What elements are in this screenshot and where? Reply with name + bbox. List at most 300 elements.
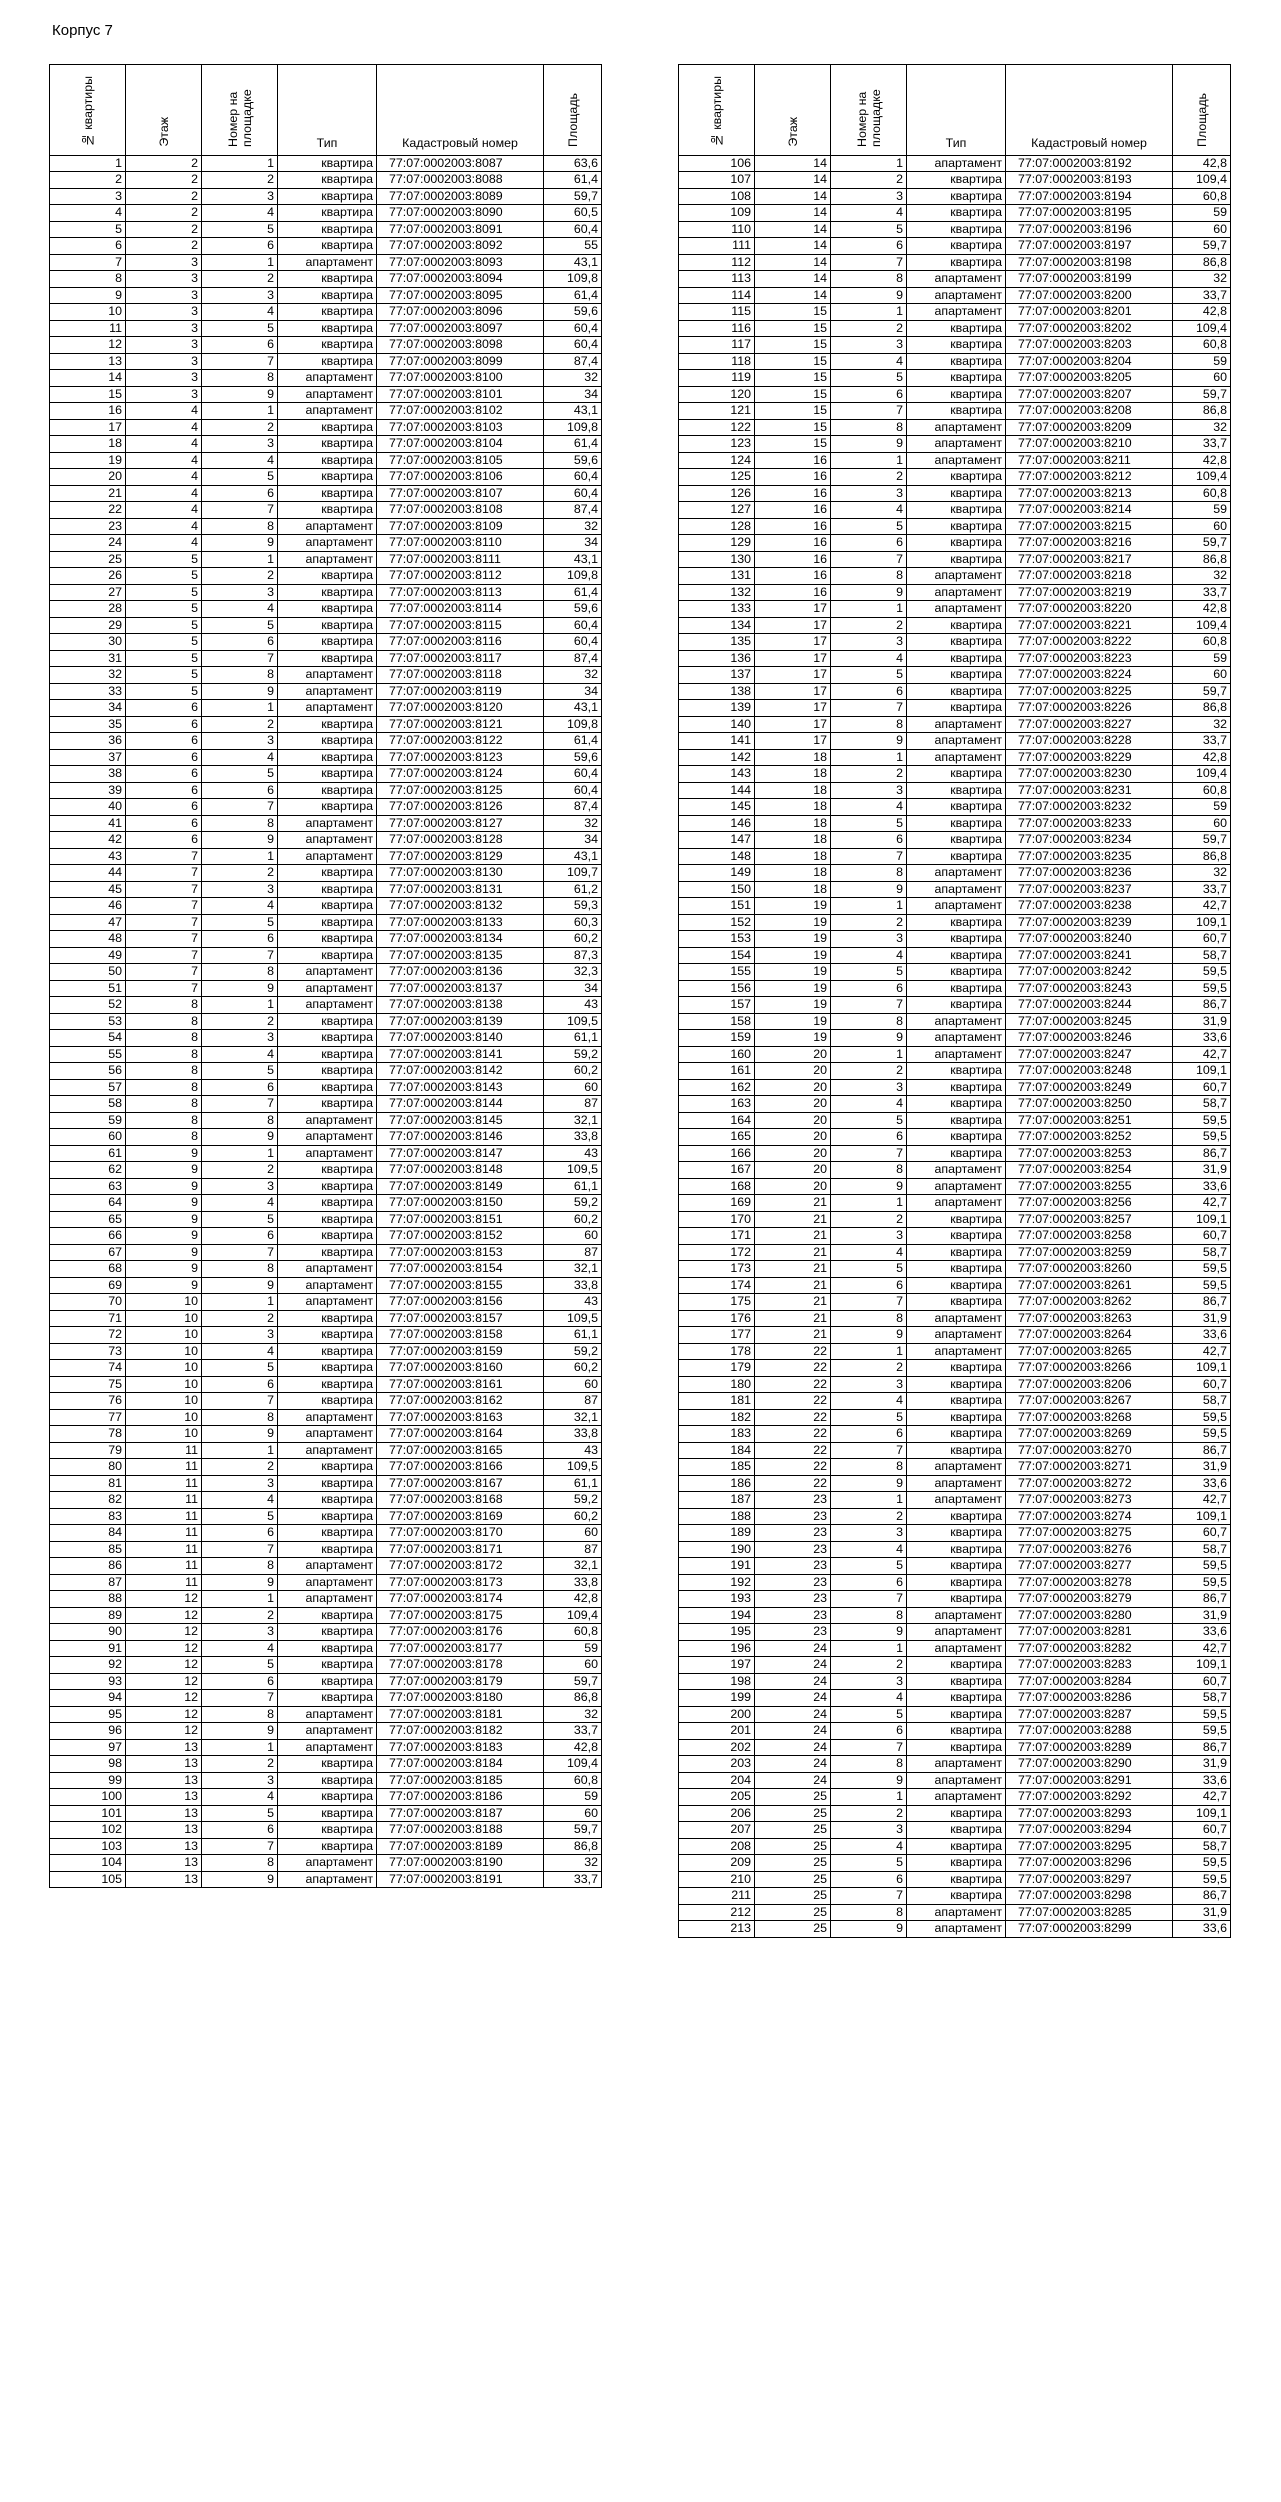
cell-floor: 15 [755, 436, 831, 453]
cell-cadastral-number: 77:07:0002003:8178 [377, 1657, 544, 1674]
cell-area: 32 [1173, 419, 1231, 436]
cell-type: апартамент [278, 1145, 377, 1162]
cell-floor: 5 [126, 568, 202, 585]
table-row [679, 667, 1231, 684]
cell-apartment-number: 152 [679, 914, 755, 931]
cell-cadastral-number: 77:07:0002003:8127 [377, 815, 544, 832]
cell-area: 60,7 [1173, 1673, 1231, 1690]
cell-cadastral-number: 77:07:0002003:8284 [1006, 1673, 1173, 1690]
cell-area: 43,1 [544, 700, 602, 717]
cell-type: квартира [278, 469, 377, 486]
cell-apartment-number: 58 [50, 1096, 126, 1113]
cell-floor: 8 [126, 1129, 202, 1146]
table-row [679, 1030, 1231, 1047]
cell-area: 33,7 [544, 1723, 602, 1740]
cell-site-number: 9 [202, 386, 278, 403]
table-row [679, 1904, 1231, 1921]
cell-cadastral-number: 77:07:0002003:8093 [377, 254, 544, 271]
cell-apartment-number: 159 [679, 1030, 755, 1047]
cell-site-number: 5 [831, 1112, 907, 1129]
cell-type: квартира [907, 551, 1006, 568]
cell-area: 86,7 [1173, 1145, 1231, 1162]
cell-cadastral-number: 77:07:0002003:8107 [377, 485, 544, 502]
cell-area: 87 [544, 1244, 602, 1261]
cell-type: квартира [278, 1525, 377, 1542]
cell-apartment-number: 178 [679, 1343, 755, 1360]
cell-apartment-number: 161 [679, 1063, 755, 1080]
cell-cadastral-number: 77:07:0002003:8258 [1006, 1228, 1173, 1245]
cell-site-number: 3 [831, 1079, 907, 1096]
cell-floor: 2 [126, 188, 202, 205]
cell-cadastral-number: 77:07:0002003:8237 [1006, 881, 1173, 898]
cell-cadastral-number: 77:07:0002003:8287 [1006, 1706, 1173, 1723]
cell-type: квартира [278, 898, 377, 915]
cell-floor: 3 [126, 271, 202, 288]
cell-site-number: 2 [202, 1013, 278, 1030]
cell-apartment-number: 156 [679, 980, 755, 997]
cell-site-number: 8 [831, 568, 907, 585]
table-row [50, 452, 602, 469]
cell-area: 33,6 [1173, 1921, 1231, 1938]
table-row [679, 782, 1231, 799]
cell-type: квартира [907, 1723, 1006, 1740]
cell-area: 87 [544, 1393, 602, 1410]
cell-apartment-number: 164 [679, 1112, 755, 1129]
table-row [679, 1112, 1231, 1129]
cell-floor: 17 [755, 634, 831, 651]
cell-type: квартира [907, 1376, 1006, 1393]
cell-cadastral-number: 77:07:0002003:8105 [377, 452, 544, 469]
cell-floor: 9 [126, 1244, 202, 1261]
cell-type: апартамент [278, 997, 377, 1014]
cell-apartment-number: 50 [50, 964, 126, 981]
cell-type: апартамент [907, 1789, 1006, 1806]
cell-floor: 24 [755, 1690, 831, 1707]
cell-site-number: 5 [202, 766, 278, 783]
cell-type: апартамент [278, 403, 377, 420]
cell-type: квартира [278, 766, 377, 783]
cell-floor: 2 [126, 205, 202, 222]
cell-area: 58,7 [1173, 1541, 1231, 1558]
cell-cadastral-number: 77:07:0002003:8197 [1006, 238, 1173, 255]
cell-floor: 15 [755, 337, 831, 354]
table-row [50, 370, 602, 387]
header-cadastral-number: Кадастровый номер [377, 65, 544, 156]
cell-area: 42,8 [1173, 601, 1231, 618]
cell-site-number: 6 [831, 238, 907, 255]
cell-site-number: 3 [831, 188, 907, 205]
cell-apartment-number: 101 [50, 1805, 126, 1822]
cell-cadastral-number: 77:07:0002003:8195 [1006, 205, 1173, 222]
cell-apartment-number: 40 [50, 799, 126, 816]
cell-type: квартира [278, 1657, 377, 1674]
cell-floor: 13 [126, 1871, 202, 1888]
cell-area: 59,6 [544, 304, 602, 321]
cell-area: 87,4 [544, 502, 602, 519]
cell-cadastral-number: 77:07:0002003:8261 [1006, 1277, 1173, 1294]
cell-type: квартира [907, 1888, 1006, 1905]
cell-type: квартира [278, 1459, 377, 1476]
cell-apartment-number: 126 [679, 485, 755, 502]
cell-type: апартамент [907, 1030, 1006, 1047]
table-row [679, 1063, 1231, 1080]
cell-area: 60,2 [544, 1063, 602, 1080]
cell-apartment-number: 139 [679, 700, 755, 717]
cell-cadastral-number: 77:07:0002003:8098 [377, 337, 544, 354]
cell-site-number: 7 [202, 353, 278, 370]
table-row [50, 700, 602, 717]
cell-cadastral-number: 77:07:0002003:8190 [377, 1855, 544, 1872]
cell-cadastral-number: 77:07:0002003:8241 [1006, 947, 1173, 964]
cell-cadastral-number: 77:07:0002003:8165 [377, 1442, 544, 1459]
cell-floor: 14 [755, 172, 831, 189]
cell-site-number: 4 [202, 205, 278, 222]
cell-site-number: 3 [202, 881, 278, 898]
cell-site-number: 7 [202, 1690, 278, 1707]
table-row [679, 865, 1231, 882]
cell-apartment-number: 130 [679, 551, 755, 568]
cell-type: апартамент [907, 1607, 1006, 1624]
cell-cadastral-number: 77:07:0002003:8118 [377, 667, 544, 684]
table-row [50, 386, 602, 403]
cell-apartment-number: 1 [50, 155, 126, 172]
table-row [679, 1211, 1231, 1228]
cell-cadastral-number: 77:07:0002003:8206 [1006, 1376, 1173, 1393]
cell-cadastral-number: 77:07:0002003:8259 [1006, 1244, 1173, 1261]
table-row [679, 1871, 1231, 1888]
cell-site-number: 3 [202, 1178, 278, 1195]
cell-site-number: 1 [202, 1442, 278, 1459]
cell-cadastral-number: 77:07:0002003:8243 [1006, 980, 1173, 997]
cell-apartment-number: 36 [50, 733, 126, 750]
cell-floor: 19 [755, 980, 831, 997]
cell-apartment-number: 55 [50, 1046, 126, 1063]
cell-area: 60,4 [544, 337, 602, 354]
cell-site-number: 1 [202, 1739, 278, 1756]
cell-floor: 6 [126, 749, 202, 766]
cell-area: 86,7 [1173, 1888, 1231, 1905]
cell-type: апартамент [278, 964, 377, 981]
cell-site-number: 6 [202, 1228, 278, 1245]
table-row [679, 1178, 1231, 1195]
cell-apartment-number: 132 [679, 584, 755, 601]
cell-type: квартира [278, 1228, 377, 1245]
cell-cadastral-number: 77:07:0002003:8264 [1006, 1327, 1173, 1344]
cell-area: 42,7 [1173, 1640, 1231, 1657]
cell-area: 59,3 [544, 898, 602, 915]
cell-cadastral-number: 77:07:0002003:8121 [377, 716, 544, 733]
cell-cadastral-number: 77:07:0002003:8263 [1006, 1310, 1173, 1327]
cell-floor: 2 [126, 221, 202, 238]
cell-area: 33,7 [1173, 733, 1231, 750]
cell-area: 59,6 [544, 749, 602, 766]
cell-apartment-number: 168 [679, 1178, 755, 1195]
cell-area: 109,8 [544, 568, 602, 585]
cell-type: апартамент [907, 1756, 1006, 1773]
table-row [679, 634, 1231, 651]
cell-site-number: 1 [831, 1046, 907, 1063]
cell-cadastral-number: 77:07:0002003:8172 [377, 1558, 544, 1575]
cell-floor: 6 [126, 700, 202, 717]
cell-area: 61,2 [544, 881, 602, 898]
cell-floor: 4 [126, 403, 202, 420]
cell-floor: 21 [755, 1195, 831, 1212]
cell-cadastral-number: 77:07:0002003:8251 [1006, 1112, 1173, 1129]
table-body-right [679, 155, 1231, 1937]
cell-apartment-number: 62 [50, 1162, 126, 1179]
cell-site-number: 3 [831, 931, 907, 948]
table-row [50, 1195, 602, 1212]
cell-cadastral-number: 77:07:0002003:8133 [377, 914, 544, 931]
table-row [50, 1343, 602, 1360]
cell-apartment-number: 134 [679, 617, 755, 634]
cell-site-number: 8 [831, 716, 907, 733]
table-row [679, 898, 1231, 915]
table-row [50, 815, 602, 832]
cell-floor: 23 [755, 1591, 831, 1608]
cell-area: 61,4 [544, 733, 602, 750]
cell-cadastral-number: 77:07:0002003:8285 [1006, 1904, 1173, 1921]
cell-type: квартира [907, 700, 1006, 717]
table-row [50, 1459, 602, 1476]
cell-cadastral-number: 77:07:0002003:8196 [1006, 221, 1173, 238]
cell-apartment-number: 44 [50, 865, 126, 882]
cell-cadastral-number: 77:07:0002003:8143 [377, 1079, 544, 1096]
cell-apartment-number: 172 [679, 1244, 755, 1261]
cell-apartment-number: 158 [679, 1013, 755, 1030]
table-row [679, 1294, 1231, 1311]
cell-cadastral-number: 77:07:0002003:8102 [377, 403, 544, 420]
cell-floor: 12 [126, 1607, 202, 1624]
cell-apartment-number: 112 [679, 254, 755, 271]
cell-cadastral-number: 77:07:0002003:8183 [377, 1739, 544, 1756]
cell-site-number: 6 [202, 782, 278, 799]
cell-floor: 20 [755, 1145, 831, 1162]
table-row [679, 386, 1231, 403]
cell-type: квартира [907, 535, 1006, 552]
cell-cadastral-number: 77:07:0002003:8153 [377, 1244, 544, 1261]
cell-type: апартамент [278, 667, 377, 684]
cell-apartment-number: 166 [679, 1145, 755, 1162]
cell-area: 60,4 [544, 320, 602, 337]
cell-site-number: 2 [202, 1607, 278, 1624]
cell-floor: 25 [755, 1855, 831, 1872]
cell-site-number: 3 [831, 1376, 907, 1393]
table-row [679, 1723, 1231, 1740]
cell-site-number: 4 [831, 1838, 907, 1855]
cell-type: апартамент [907, 436, 1006, 453]
cell-area: 32,3 [544, 964, 602, 981]
cell-area: 87,4 [544, 650, 602, 667]
cell-apartment-number: 10 [50, 304, 126, 321]
cell-floor: 21 [755, 1294, 831, 1311]
cell-apartment-number: 34 [50, 700, 126, 717]
cell-apartment-number: 210 [679, 1871, 755, 1888]
cell-type: квартира [907, 188, 1006, 205]
cell-cadastral-number: 77:07:0002003:8100 [377, 370, 544, 387]
cell-cadastral-number: 77:07:0002003:8184 [377, 1756, 544, 1773]
cell-site-number: 5 [202, 221, 278, 238]
table-row [50, 1129, 602, 1146]
table-row [50, 1409, 602, 1426]
table-row [679, 1475, 1231, 1492]
cell-cadastral-number: 77:07:0002003:8166 [377, 1459, 544, 1476]
table-row [50, 1277, 602, 1294]
cell-type: апартамент [907, 1178, 1006, 1195]
cell-area: 109,4 [1173, 617, 1231, 634]
cell-site-number: 1 [831, 452, 907, 469]
cell-area: 32 [544, 1855, 602, 1872]
cell-apartment-number: 75 [50, 1376, 126, 1393]
cell-site-number: 5 [202, 320, 278, 337]
cell-type: квартира [907, 1525, 1006, 1542]
cell-area: 59,5 [1173, 1409, 1231, 1426]
cell-site-number: 7 [831, 1294, 907, 1311]
cell-floor: 3 [126, 320, 202, 337]
table-row [679, 518, 1231, 535]
cell-floor: 18 [755, 848, 831, 865]
cell-area: 60,3 [544, 914, 602, 931]
table-row [50, 155, 602, 172]
cell-apartment-number: 43 [50, 848, 126, 865]
cell-area: 59,7 [544, 1673, 602, 1690]
table-row [50, 832, 602, 849]
cell-area: 109,8 [544, 271, 602, 288]
cell-floor: 6 [126, 733, 202, 750]
table-row [50, 865, 602, 882]
table-row [50, 1657, 602, 1674]
cell-site-number: 8 [831, 865, 907, 882]
table-row [50, 502, 602, 519]
cell-floor: 21 [755, 1211, 831, 1228]
cell-area: 86,8 [1173, 848, 1231, 865]
cell-cadastral-number: 77:07:0002003:8120 [377, 700, 544, 717]
cell-area: 86,7 [1173, 997, 1231, 1014]
cell-type: квартира [907, 1063, 1006, 1080]
cell-floor: 6 [126, 832, 202, 849]
cell-area: 43 [544, 1442, 602, 1459]
table-header-row [679, 65, 1231, 156]
cell-type: квартира [278, 1310, 377, 1327]
cell-floor: 17 [755, 667, 831, 684]
cell-site-number: 2 [202, 568, 278, 585]
cell-type: квартира [278, 1327, 377, 1344]
cell-apartment-number: 28 [50, 601, 126, 618]
table-row [679, 1360, 1231, 1377]
cell-apartment-number: 106 [679, 155, 755, 172]
cell-area: 86,7 [1173, 1591, 1231, 1608]
table-row [50, 221, 602, 238]
cell-apartment-number: 37 [50, 749, 126, 766]
cell-apartment-number: 74 [50, 1360, 126, 1377]
cell-apartment-number: 196 [679, 1640, 755, 1657]
cell-area: 59 [1173, 799, 1231, 816]
cell-type: квартира [907, 1426, 1006, 1443]
cell-area: 60 [1173, 518, 1231, 535]
cell-area: 59,5 [1173, 1558, 1231, 1575]
cell-area: 59,5 [1173, 964, 1231, 981]
cell-type: апартамент [278, 848, 377, 865]
cell-site-number: 1 [202, 155, 278, 172]
cell-type: квартира [278, 1030, 377, 1047]
cell-area: 87,3 [544, 947, 602, 964]
cell-apartment-number: 31 [50, 650, 126, 667]
cell-area: 59,2 [544, 1046, 602, 1063]
cell-site-number: 8 [202, 667, 278, 684]
cell-floor: 10 [126, 1294, 202, 1311]
cell-area: 109,4 [544, 1607, 602, 1624]
cell-cadastral-number: 77:07:0002003:8270 [1006, 1442, 1173, 1459]
header-site-number: Номер на площадке [831, 65, 907, 156]
cell-area: 58,7 [1173, 947, 1231, 964]
cell-apartment-number: 137 [679, 667, 755, 684]
table-row [679, 1591, 1231, 1608]
cell-site-number: 7 [202, 1838, 278, 1855]
cell-apartment-number: 70 [50, 1294, 126, 1311]
cell-cadastral-number: 77:07:0002003:8208 [1006, 403, 1173, 420]
cell-area: 60,4 [544, 485, 602, 502]
cell-area: 60 [544, 1376, 602, 1393]
table-row [679, 1508, 1231, 1525]
cell-floor: 18 [755, 799, 831, 816]
cell-cadastral-number: 77:07:0002003:8207 [1006, 386, 1173, 403]
cell-apartment-number: 167 [679, 1162, 755, 1179]
cell-floor: 10 [126, 1327, 202, 1344]
cell-floor: 11 [126, 1459, 202, 1476]
cell-area: 60,4 [544, 766, 602, 783]
cell-cadastral-number: 77:07:0002003:8279 [1006, 1591, 1173, 1608]
cell-type: квартира [278, 650, 377, 667]
cell-area: 59 [544, 1640, 602, 1657]
cell-site-number: 9 [831, 1772, 907, 1789]
cell-type: квартира [278, 1822, 377, 1839]
cell-floor: 9 [126, 1277, 202, 1294]
cell-area: 33,8 [544, 1426, 602, 1443]
cell-type: апартамент [278, 370, 377, 387]
header-type: Тип [278, 65, 377, 156]
cell-site-number: 3 [831, 485, 907, 502]
table-row [50, 1624, 602, 1641]
cell-apartment-number: 41 [50, 815, 126, 832]
cell-type: квартира [278, 1343, 377, 1360]
cell-floor: 24 [755, 1657, 831, 1674]
cell-floor: 6 [126, 799, 202, 816]
cell-type: апартамент [907, 1046, 1006, 1063]
cell-floor: 19 [755, 1013, 831, 1030]
cell-site-number: 8 [202, 1112, 278, 1129]
cell-type: апартамент [907, 1327, 1006, 1344]
cell-floor: 24 [755, 1739, 831, 1756]
cell-apartment-number: 188 [679, 1508, 755, 1525]
table-row [679, 403, 1231, 420]
cell-site-number: 9 [831, 287, 907, 304]
table-row [679, 601, 1231, 618]
table-row [679, 1822, 1231, 1839]
cell-area: 42,7 [1173, 1789, 1231, 1806]
cell-apartment-number: 194 [679, 1607, 755, 1624]
cell-apartment-number: 45 [50, 881, 126, 898]
cell-area: 33,6 [1173, 1327, 1231, 1344]
cell-cadastral-number: 77:07:0002003:8220 [1006, 601, 1173, 618]
cell-site-number: 4 [202, 304, 278, 321]
cell-area: 32 [1173, 716, 1231, 733]
table-row [679, 1607, 1231, 1624]
cell-apartment-number: 57 [50, 1079, 126, 1096]
table-row [50, 914, 602, 931]
cell-floor: 5 [126, 683, 202, 700]
cell-site-number: 6 [831, 1277, 907, 1294]
table-row [679, 1277, 1231, 1294]
